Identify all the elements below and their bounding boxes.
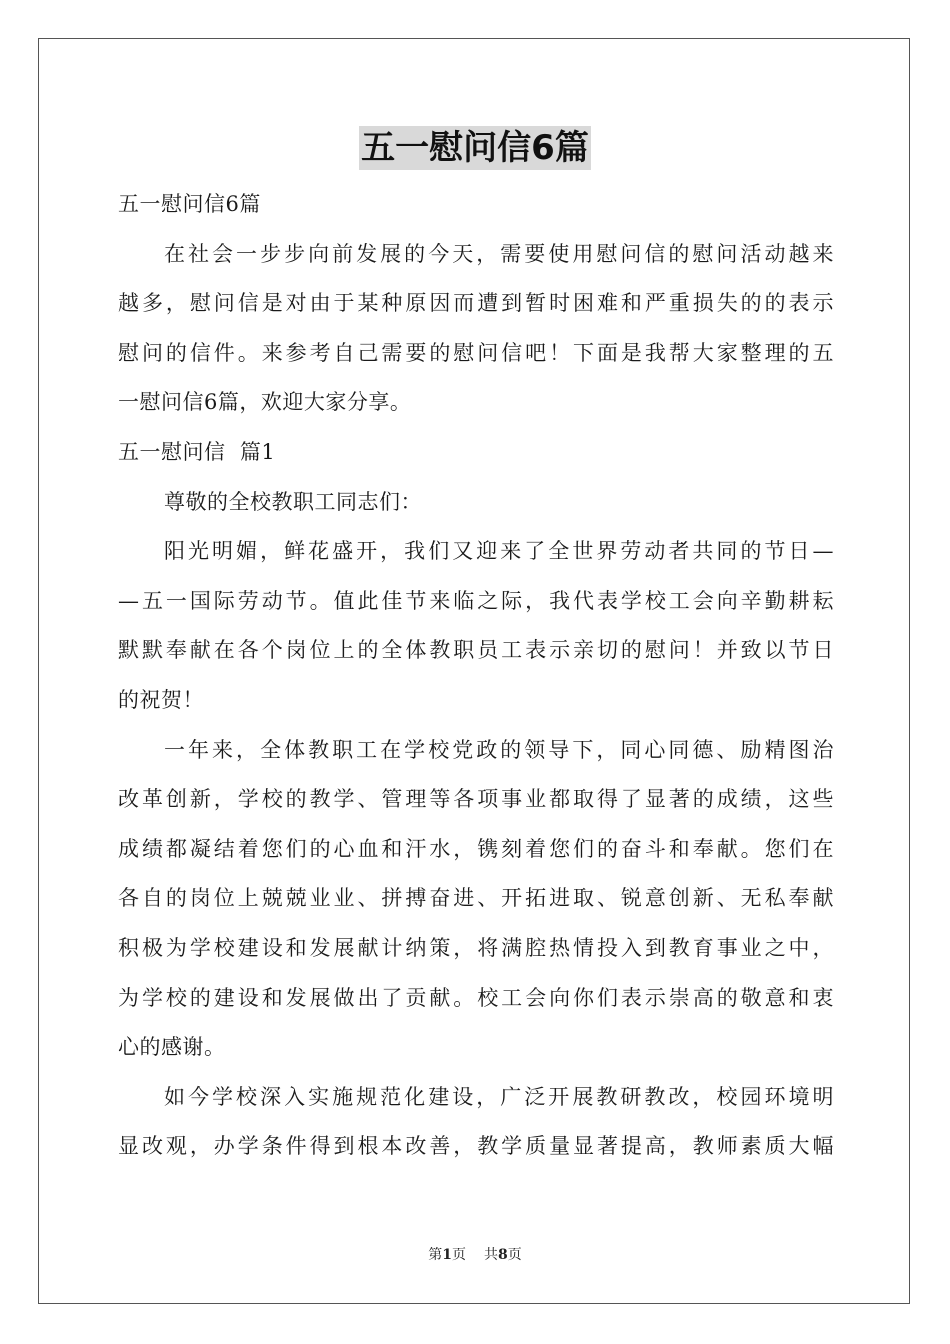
page-number: 1: [442, 1247, 452, 1263]
total-suffix: 页: [507, 1247, 522, 1263]
salutation: 尊敬的全校教职工同志们：: [164, 489, 422, 514]
document-body: [118, 180, 834, 1172]
intro-line: 慰问的信件。来参考自己需要的慰问信吧！下面是我帮大家整理的五: [118, 340, 834, 365]
paragraph-line: 各自的岗位上兢兢业业、拼搏奋进、开拓进取、锐意创新、无私奉献: [118, 886, 834, 911]
paragraph-line: 如今学校深入实施规范化建设，广泛开展教研教改，校园环境明: [164, 1084, 834, 1109]
paragraph-line: 心的感谢。: [118, 1035, 226, 1060]
paragraph-line: 成绩都凝结着您们的心血和汗水，镌刻着您们的奋斗和奉献。您们在: [118, 836, 834, 861]
paragraph-line: 的祝贺！: [118, 687, 204, 712]
page-prefix: 第: [428, 1247, 443, 1263]
paragraph-line: 阳光明媚，鲜花盛开，我们又迎来了全世界劳动者共同的节日—: [164, 539, 834, 564]
page-footer: [0, 1244, 950, 1264]
paragraph-line: 改革创新，学校的教学、管理等各项事业都取得了显著的成绩，这些: [118, 787, 834, 812]
page-suffix: 页: [452, 1247, 466, 1263]
intro-line: 在社会一步步向前发展的今天，需要使用慰问信的慰问活动越来: [164, 241, 834, 266]
paragraph-line: 默默奉献在各个岗位上的全体教职员工表示亲切的慰问！并致以节日: [118, 638, 834, 663]
total-prefix: 共: [484, 1247, 498, 1263]
paragraph-line: 一年来，全体教职工在学校党政的领导下，同心同德、励精图治: [164, 737, 834, 762]
title-container: [0, 126, 950, 170]
paragraph-line: 积极为学校建设和发展献计纳策，将满腔热情投入到教育事业之中，: [118, 935, 834, 960]
document-title: 五一慰问信6篇: [361, 128, 589, 168]
paragraph-line: —五一国际劳动节。值此佳节来临之际，我代表学校工会向辛勤耕耘: [118, 588, 834, 613]
intro-line: 一慰问信6篇，欢迎大家分享。: [118, 390, 412, 415]
section-heading: 五一慰问信 篇1: [118, 439, 276, 464]
paragraph-line: 显改观，办学条件得到根本改善，教学质量显著提高，教师素质大幅: [118, 1134, 834, 1159]
subtitle-line: 五一慰问信6篇: [118, 192, 261, 216]
paragraph-line: 为学校的建设和发展做出了贡献。校工会向你们表示崇高的敬意和衷: [118, 985, 834, 1010]
total-pages: 8: [498, 1247, 508, 1263]
intro-line: 越多，慰问信是对由于某种原因而遭到暂时困难和严重损失的的表示: [118, 291, 834, 316]
